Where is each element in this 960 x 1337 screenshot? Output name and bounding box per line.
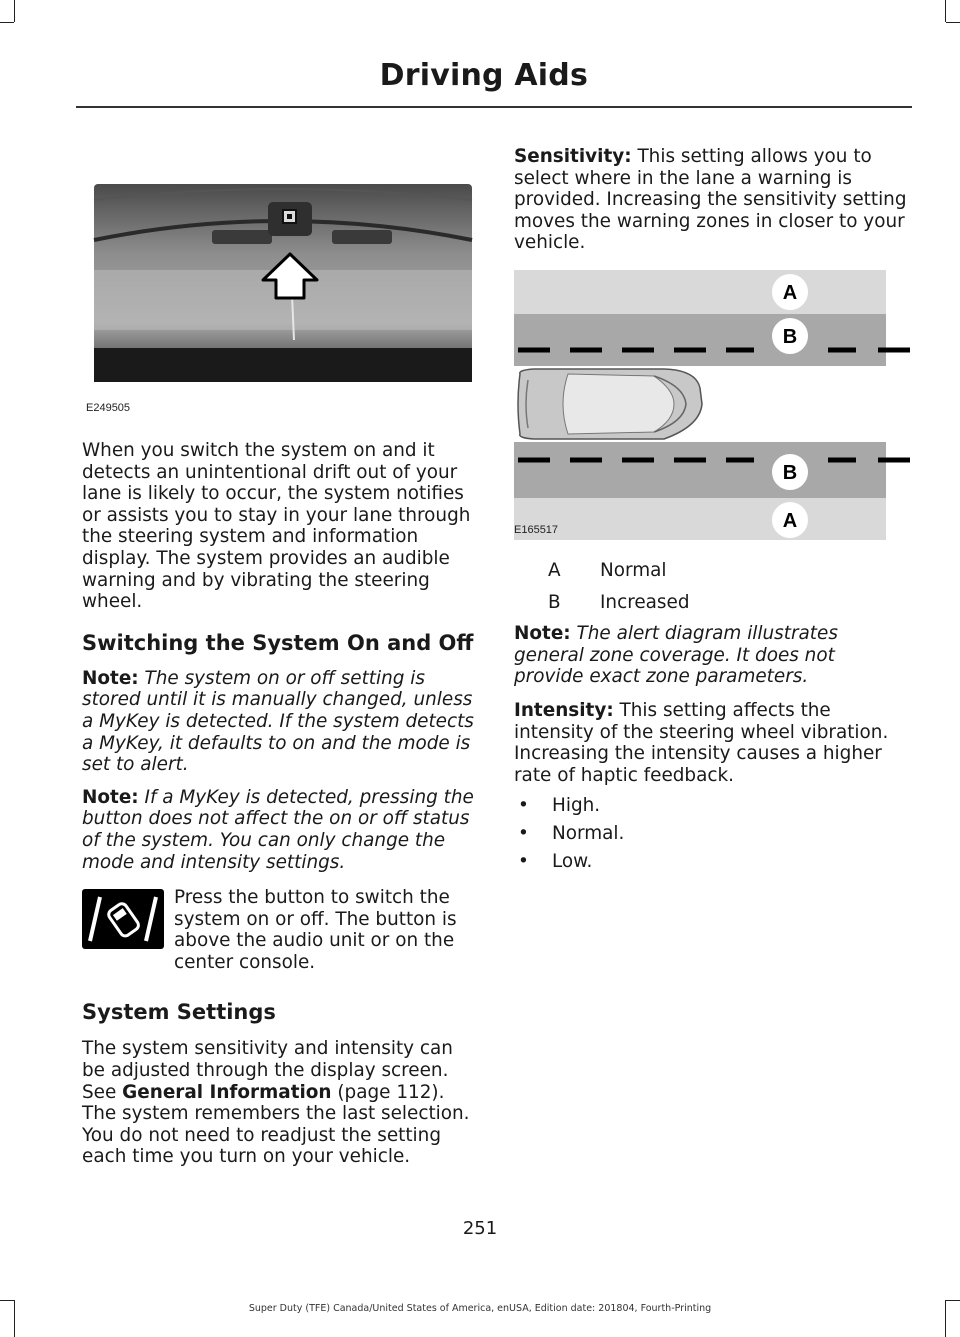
crop-mark [946, 1300, 960, 1301]
right-column [514, 146, 910, 872]
button-text: Press the button to switch the system on or off. The button is above the audio unit or on the center console. [174, 887, 457, 973]
legend-row [514, 592, 910, 614]
windshield-camera-figure [82, 130, 474, 420]
figure-code: E249505 [86, 402, 131, 414]
note-paragraph [82, 787, 474, 873]
crop-mark [0, 22, 14, 23]
crop-mark [0, 1300, 14, 1301]
legend-key: B [548, 591, 561, 613]
zone-label-a: A [782, 509, 798, 532]
note-text: The alert diagram illustrates general zone coverage. It does not provide exact zone parameters. [514, 623, 838, 688]
windshield-camera-illustration [82, 130, 474, 420]
legend [514, 560, 910, 613]
list-item-text: Normal. [552, 822, 625, 844]
bullet-icon: • [518, 850, 529, 872]
left-column [82, 130, 474, 1168]
intensity-paragraph [514, 700, 910, 786]
intro-paragraph: When you switch the system on and it detects an unintentional drift out of your lane is likely to occur, the system notifies or assists you to stay in your lane through the steering system and information display. The system provides an audible warning and by vibrating the steering wheel. [82, 440, 471, 613]
cross-reference-link[interactable]: General Information [122, 1081, 332, 1103]
settings-text: The system sensitivity and intensity can be adjusted through the display screen. See [82, 1038, 453, 1103]
list-item-text: Low. [552, 850, 593, 872]
bullet-icon: • [518, 795, 529, 817]
legend-key: A [548, 559, 561, 581]
note-text: The system on or off setting is stored until it is manually changed, unless a MyKey is detected. If the system detects a MyKey, it defaults to on and the mode is set to alert. [82, 667, 474, 776]
lane-keeping-button-icon [82, 889, 164, 949]
crop-mark [945, 0, 946, 22]
legend-row [514, 560, 910, 582]
section-heading: Switching the System On and Off [82, 630, 474, 655]
intensity-list [514, 795, 910, 872]
list-item [514, 795, 910, 817]
zone-label-b: B [782, 461, 798, 484]
page-number: 251 [462, 1218, 498, 1239]
sensitivity-paragraph [514, 146, 910, 254]
zone-label-a: A [782, 281, 798, 304]
lane-zone-illustration [514, 270, 910, 542]
footer-edition: Super Duty (TFE) Canada/United States of America, enUSA, Edition date: 201804, Fourth-Printing [248, 1303, 712, 1314]
list-item [514, 851, 910, 873]
legend-value: Increased [600, 591, 690, 613]
crop-mark [14, 0, 15, 22]
bullet-icon: • [518, 822, 529, 844]
sensitivity-text: This setting allows you to select where in the lane a warning is provided. Increasing the sensitivity setting moves the warning zones in closer to your vehicle. [514, 146, 907, 254]
intensity-text: This setting affects the intensity of the steering wheel vibration. Increasing the intensity causes a higher rate of haptic feedback. [514, 699, 889, 786]
note-label: Note: [514, 623, 571, 645]
zone-label-b: B [782, 325, 798, 348]
section-heading: System Settings [82, 1000, 276, 1025]
note-paragraph [82, 668, 474, 776]
settings-paragraph [82, 1038, 474, 1168]
header-rule [76, 106, 912, 108]
button-instruction [82, 887, 474, 973]
intensity-label: Intensity: [514, 699, 614, 721]
vehicle-icon [518, 369, 702, 439]
sensitivity-label: Sensitivity: [514, 146, 632, 167]
figure-code: E165517 [514, 523, 559, 536]
lane-zone-diagram [514, 270, 910, 542]
note-paragraph [514, 623, 910, 688]
note-label: Note: [82, 786, 139, 808]
crop-mark [946, 22, 960, 23]
page-title: Driving Aids [379, 58, 588, 93]
settings-text: (page 112). The system remembers the last selection. You do not need to readjust the setting each time you turn on your vehicle. [82, 1081, 470, 1168]
list-item [514, 823, 910, 845]
list-item-text: High. [552, 795, 601, 817]
legend-value: Normal [600, 559, 667, 581]
note-text: If a MyKey is detected, pressing the button does not affect the on or off status of the system. You can only change the mode and intensity settings. [82, 786, 474, 873]
note-label: Note: [82, 667, 139, 689]
